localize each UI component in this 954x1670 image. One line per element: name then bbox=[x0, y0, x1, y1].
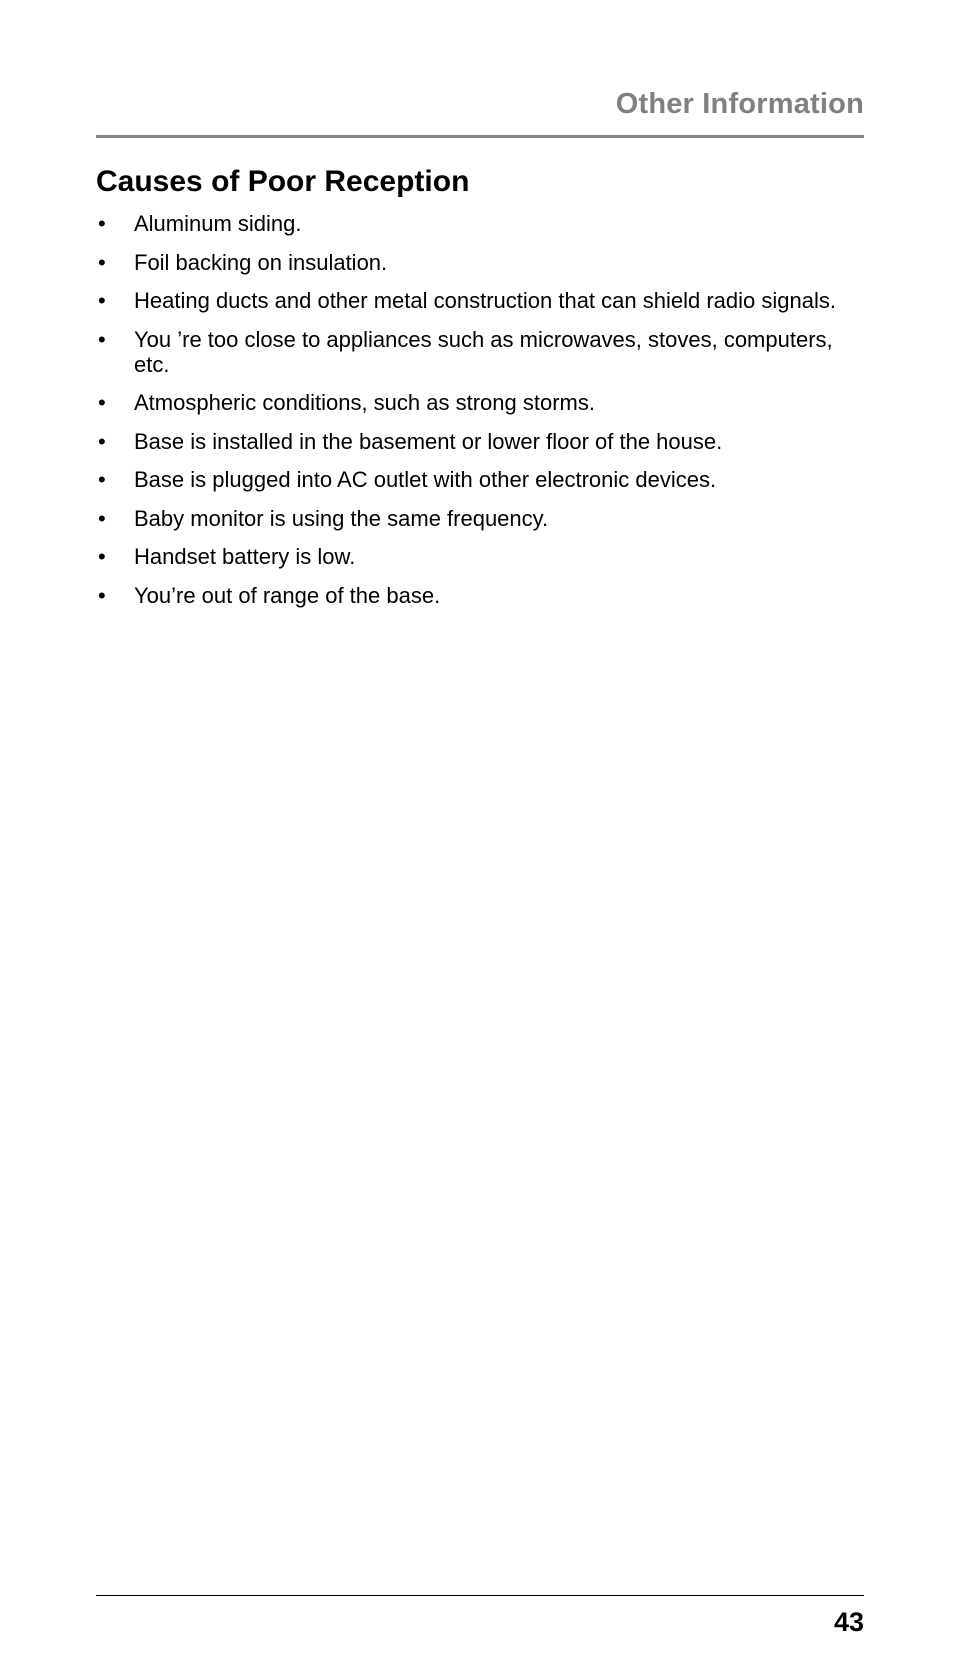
page-number: 43 bbox=[833, 1607, 864, 1637]
bullet-icon: • bbox=[98, 288, 106, 313]
bullet-icon: • bbox=[98, 428, 106, 454]
bullet-icon: • bbox=[98, 544, 106, 569]
list-item-text: You ’re too close to appliances such as microwaves, stoves, computers, etc. bbox=[134, 326, 833, 377]
list-item-text: Base is plugged into AC outlet with other electronic devices. bbox=[134, 467, 717, 492]
bullet-list bbox=[96, 211, 864, 621]
header-rule bbox=[96, 135, 864, 138]
list-item bbox=[96, 250, 864, 275]
running-header: Other Information bbox=[615, 88, 864, 120]
list-item bbox=[96, 429, 864, 454]
list-item bbox=[96, 327, 864, 377]
list-item bbox=[96, 211, 864, 236]
list-item-text: Aluminum siding. bbox=[134, 211, 302, 236]
list-item-text: Atmospheric conditions, such as strong storms. bbox=[134, 390, 595, 415]
list-item bbox=[96, 506, 864, 531]
list-item-text: Baby monitor is using the same frequency. bbox=[134, 505, 549, 531]
bullet-icon: • bbox=[98, 505, 106, 531]
bullet-icon: • bbox=[98, 211, 106, 236]
section-title: Causes of Poor Reception bbox=[96, 165, 470, 198]
list-item bbox=[96, 288, 864, 313]
bullet-icon: • bbox=[98, 582, 106, 608]
list-item-text: Foil backing on insulation. bbox=[134, 249, 388, 275]
list-item bbox=[96, 467, 864, 492]
list-item-text: You’re out of range of the base. bbox=[134, 582, 441, 608]
list-item-text: Handset battery is low. bbox=[134, 544, 356, 569]
list-item bbox=[96, 390, 864, 415]
bullet-icon: • bbox=[98, 390, 106, 415]
list-item-text: Base is installed in the basement or lower floor of the house. bbox=[134, 428, 723, 454]
bullet-icon: • bbox=[98, 326, 106, 352]
bullet-icon: • bbox=[98, 467, 106, 492]
list-item-text: Heating ducts and other metal construction that can shield radio signals. bbox=[134, 288, 836, 313]
list-item bbox=[96, 544, 864, 569]
bullet-icon: • bbox=[98, 249, 106, 275]
footer-rule bbox=[96, 1595, 864, 1596]
list-item bbox=[96, 583, 864, 608]
